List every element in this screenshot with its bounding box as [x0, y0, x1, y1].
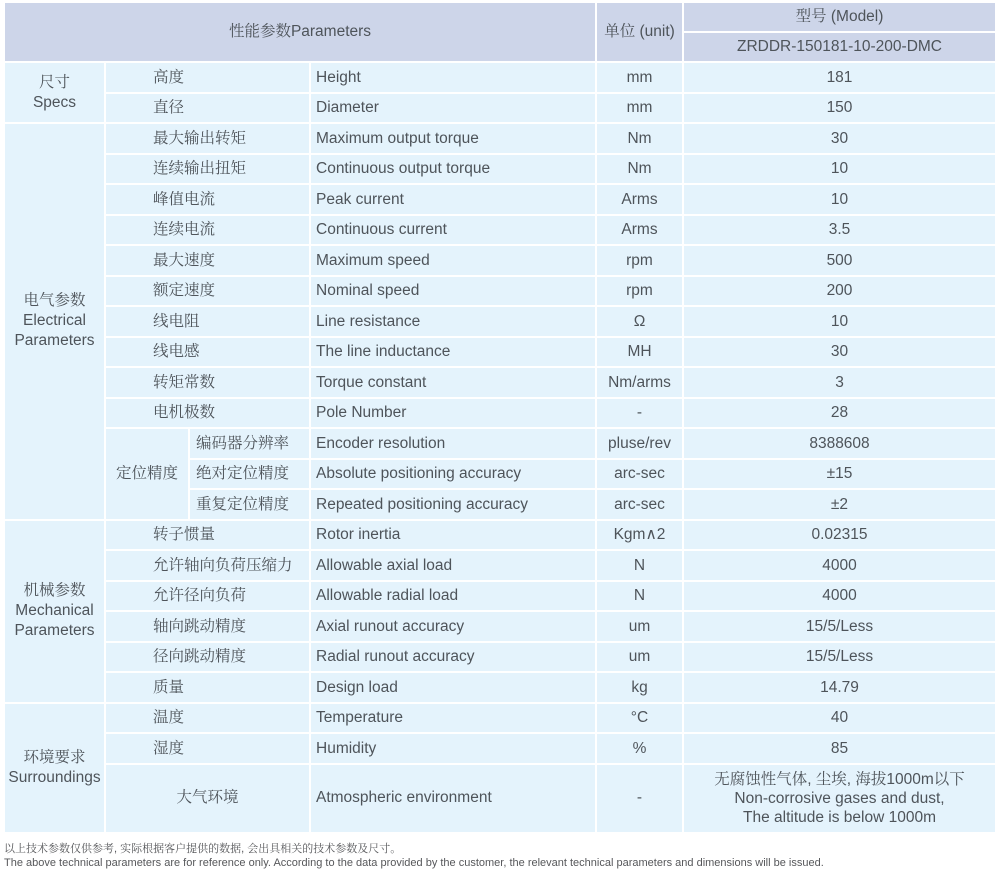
value-cell: [684, 765, 995, 832]
value-cell: 40: [684, 704, 995, 733]
unit-cell: -: [597, 399, 682, 428]
param-label-en: Design load: [311, 673, 595, 702]
table-row: [5, 185, 995, 214]
value-cell: 30: [684, 338, 995, 367]
value-cell: ±2: [684, 490, 995, 519]
group-cell: [5, 521, 104, 702]
unit-cell: um: [597, 612, 682, 641]
value-cell: 15/5/Less: [684, 643, 995, 672]
table-row: [5, 765, 995, 832]
param-label-en: The line inductance: [311, 338, 595, 367]
param-label-zh: 允许径向负荷: [106, 582, 309, 611]
param-label-en: Height: [311, 63, 595, 92]
unit-cell: mm: [597, 63, 682, 92]
param-label-zh: 转子惯量: [106, 521, 309, 550]
param-label-zh: 直径: [106, 94, 309, 123]
param-label-en: Diameter: [311, 94, 595, 123]
unit-cell: um: [597, 643, 682, 672]
group-label-zh: 环境要求: [23, 748, 86, 766]
unit-cell: rpm: [597, 277, 682, 306]
unit-cell: N: [597, 582, 682, 611]
param-label-en: Line resistance: [311, 307, 595, 336]
param-label-en: Nominal speed: [311, 277, 595, 306]
value-cell: 4000: [684, 551, 995, 580]
group-label-en: Electrical Parameters: [14, 312, 95, 350]
value-cell: 3: [684, 368, 995, 397]
param-label-en: Encoder resolution: [311, 429, 595, 458]
param-label-zh: 大气环境: [106, 765, 309, 832]
param-label-zh: 轴向跳动精度: [106, 612, 309, 641]
table-row: [5, 673, 995, 702]
param-label-zh: 允许轴向负荷压缩力: [106, 551, 309, 580]
param-label-zh: 峰值电流: [106, 185, 309, 214]
unit-cell: arc-sec: [597, 490, 682, 519]
value-cell: 14.79: [684, 673, 995, 702]
param-label-zh: 最大速度: [106, 246, 309, 275]
group-label-zh: 机械参数: [23, 582, 86, 599]
param-label-zh: 转矩常数: [106, 368, 309, 397]
footer-note-en: The above technical parameters are for reference only. According to the data provided by the customer, the relevant technical parameters and dimensions will be issued.: [4, 857, 824, 869]
param-label-en: Temperature: [311, 704, 595, 733]
table-row: [5, 521, 995, 550]
unit-cell: MH: [597, 338, 682, 367]
value-cell: 500: [684, 246, 995, 275]
table-row: [5, 582, 995, 611]
param-label-zh: 径向跳动精度: [106, 643, 309, 672]
param-label-zh: 质量: [106, 673, 309, 702]
table-row: [5, 94, 995, 123]
group-label-zh: 电气参数: [23, 292, 86, 310]
group-cell: [5, 124, 104, 519]
unit-cell: %: [597, 734, 682, 763]
param-label-en: Absolute positioning accuracy: [311, 460, 595, 489]
param-label-zh: 重复定位精度: [190, 490, 309, 519]
table-row: [5, 734, 995, 763]
unit-cell: Arms: [597, 185, 682, 214]
param-label-zh: 电机极数: [106, 399, 309, 428]
table-row: [5, 368, 995, 397]
parameters-header: 性能参数Parameters: [5, 3, 595, 61]
param-label-en: Rotor inertia: [311, 521, 595, 550]
group-cell: [5, 63, 104, 122]
header-row-1: [5, 3, 995, 31]
value-line: The altitude is below 1000m: [742, 808, 936, 826]
value-cell: 8388608: [684, 429, 995, 458]
unit-header: 单位 (unit): [597, 3, 682, 61]
group-label-en: Specs: [32, 93, 77, 111]
param-label-en: Allowable radial load: [311, 582, 595, 611]
value-cell: 150: [684, 94, 995, 123]
table-row: [5, 643, 995, 672]
model-header: 型号 (Model): [684, 3, 995, 31]
unit-cell: Nm: [597, 155, 682, 184]
unit-cell: °C: [597, 704, 682, 733]
unit-cell: kg: [597, 673, 682, 702]
spec-table: [3, 1, 997, 834]
table-row: [5, 704, 995, 733]
table-row: [5, 124, 995, 153]
param-label-en: Torque constant: [311, 368, 595, 397]
param-label-zh: 线电感: [106, 338, 309, 367]
unit-cell: arc-sec: [597, 460, 682, 489]
value-cell: 3.5: [684, 216, 995, 245]
param-label-zh: 连续电流: [106, 216, 309, 245]
group-cell: [5, 704, 104, 832]
param-label-en: Maximum speed: [311, 246, 595, 275]
table-row: [5, 551, 995, 580]
param-label-zh: 高度: [106, 63, 309, 92]
unit-cell: Nm/arms: [597, 368, 682, 397]
value-cell: 4000: [684, 582, 995, 611]
group-label-en: Surroundings: [8, 768, 101, 786]
table-row: [5, 155, 995, 184]
param-label-en: Peak current: [311, 185, 595, 214]
param-label-zh: 线电阻: [106, 307, 309, 336]
table-row: [5, 216, 995, 245]
unit-cell: mm: [597, 94, 682, 123]
param-label-zh: 湿度: [106, 734, 309, 763]
value-cell: 181: [684, 63, 995, 92]
unit-cell: Kgm∧2: [597, 521, 682, 550]
param-label-en: Pole Number: [311, 399, 595, 428]
unit-cell: N: [597, 551, 682, 580]
unit-cell: rpm: [597, 246, 682, 275]
param-label-en: Allowable axial load: [311, 551, 595, 580]
footer-notes: [4, 842, 1000, 871]
param-label-en: Radial runout accuracy: [311, 643, 595, 672]
value-cell: 10: [684, 307, 995, 336]
table-row: [5, 612, 995, 641]
group-label-en: Mechanical Parameters: [14, 602, 95, 639]
table-row: [5, 399, 995, 428]
param-label-en: Repeated positioning accuracy: [311, 490, 595, 519]
unit-cell: Ω: [597, 307, 682, 336]
value-cell: 30: [684, 124, 995, 153]
unit-cell: Nm: [597, 124, 682, 153]
value-cell: 85: [684, 734, 995, 763]
table-row: [5, 338, 995, 367]
param-label-en: Humidity: [311, 734, 595, 763]
table-row: [5, 307, 995, 336]
param-label-zh: 最大输出转矩: [106, 124, 309, 153]
footer-note-zh: 以上技术参数仅供参考, 实际根据客户提供的数据, 会出具相关的技术参数及尺寸。: [4, 842, 402, 855]
unit-cell: -: [597, 765, 682, 832]
param-label-zh: 连续输出扭矩: [106, 155, 309, 184]
value-line: Non-corrosive gases and dust,: [734, 789, 945, 807]
unit-cell: pluse/rev: [597, 429, 682, 458]
param-label-zh: 编码器分辨率: [190, 429, 309, 458]
value-cell: ±15: [684, 460, 995, 489]
value-cell: 0.02315: [684, 521, 995, 550]
model-value: ZRDDR-150181-10-200-DMC: [684, 33, 995, 61]
value-cell: 200: [684, 277, 995, 306]
value-cell: 15/5/Less: [684, 612, 995, 641]
subgroup-cell: 定位精度: [106, 429, 188, 519]
group-label-zh: 尺寸: [38, 73, 70, 91]
value-cell: 28: [684, 399, 995, 428]
table-row: [5, 277, 995, 306]
param-label-en: Axial runout accuracy: [311, 612, 595, 641]
value-cell: 10: [684, 155, 995, 184]
value-cell: 10: [684, 185, 995, 214]
table-row: [5, 63, 995, 92]
param-label-en: Continuous current: [311, 216, 595, 245]
table-row: [5, 429, 995, 458]
param-label-zh: 额定速度: [106, 277, 309, 306]
param-label-en: Maximum output torque: [311, 124, 595, 153]
table-row: [5, 246, 995, 275]
param-label-zh: 绝对定位精度: [190, 460, 309, 489]
param-label-en: Continuous output torque: [311, 155, 595, 184]
param-label-en: Atmospheric environment: [311, 765, 595, 832]
param-label-zh: 温度: [106, 704, 309, 733]
value-line: 无腐蚀性气体, 尘埃, 海拔1000m以下: [714, 770, 965, 788]
unit-cell: Arms: [597, 216, 682, 245]
